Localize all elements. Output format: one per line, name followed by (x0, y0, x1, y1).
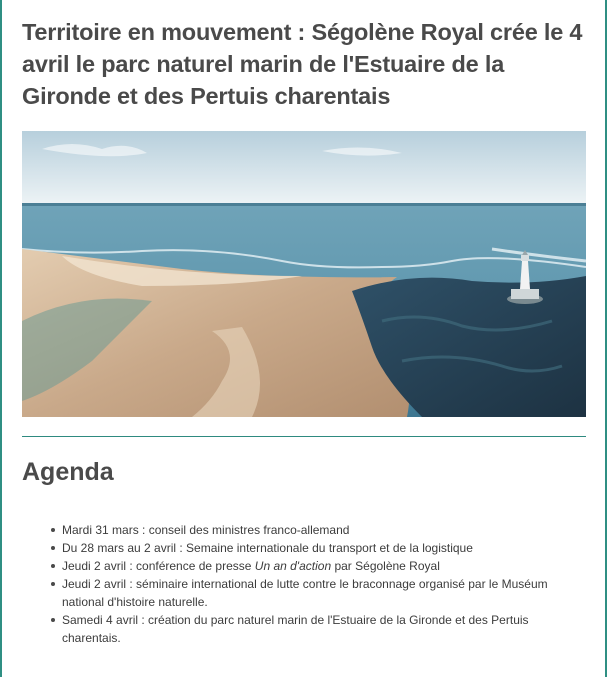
agenda-list (22, 521, 586, 647)
agenda-item-text: Jeudi 2 avril : séminaire international de lutte contre le braconnage organisé par le Muséum national d'histoire naturelle. (62, 577, 548, 609)
article-hero-image[interactable] (22, 131, 586, 417)
agenda-heading: Agenda (22, 458, 114, 486)
agenda-item (62, 557, 586, 575)
agenda-item (62, 611, 586, 647)
agenda-item (62, 575, 586, 611)
sky (22, 131, 586, 206)
horizon-line (22, 203, 586, 206)
agenda-item-text-prefix: Jeudi 2 avril : conférence de presse (62, 559, 255, 573)
agenda-item-text: Mardi 31 mars : conseil des ministres franco-allemand (62, 523, 350, 537)
agenda-item-text: Samedi 4 avril : création du parc naturel marin de l'Estuaire de la Gironde et des Pertuis charentais. (62, 613, 529, 645)
section-divider (22, 436, 586, 437)
agenda-item-emphasis: Un an d'action (254, 559, 332, 573)
agenda-item (62, 539, 586, 557)
agenda-item-text-suffix: par Ségolène Royal (331, 559, 440, 573)
article-headline[interactable]: Territoire en mouvement : Ségolène Royal crée le 4 avril le parc naturel marin de l'Estuaire de la Gironde et des Pertuis charentais (22, 19, 583, 109)
newsletter-content (22, 16, 586, 647)
agenda-item-text: Du 28 mars au 2 avril : Semaine internationale du transport et de la logistique (62, 541, 473, 555)
agenda-item (62, 521, 586, 539)
left-border (0, 0, 2, 677)
